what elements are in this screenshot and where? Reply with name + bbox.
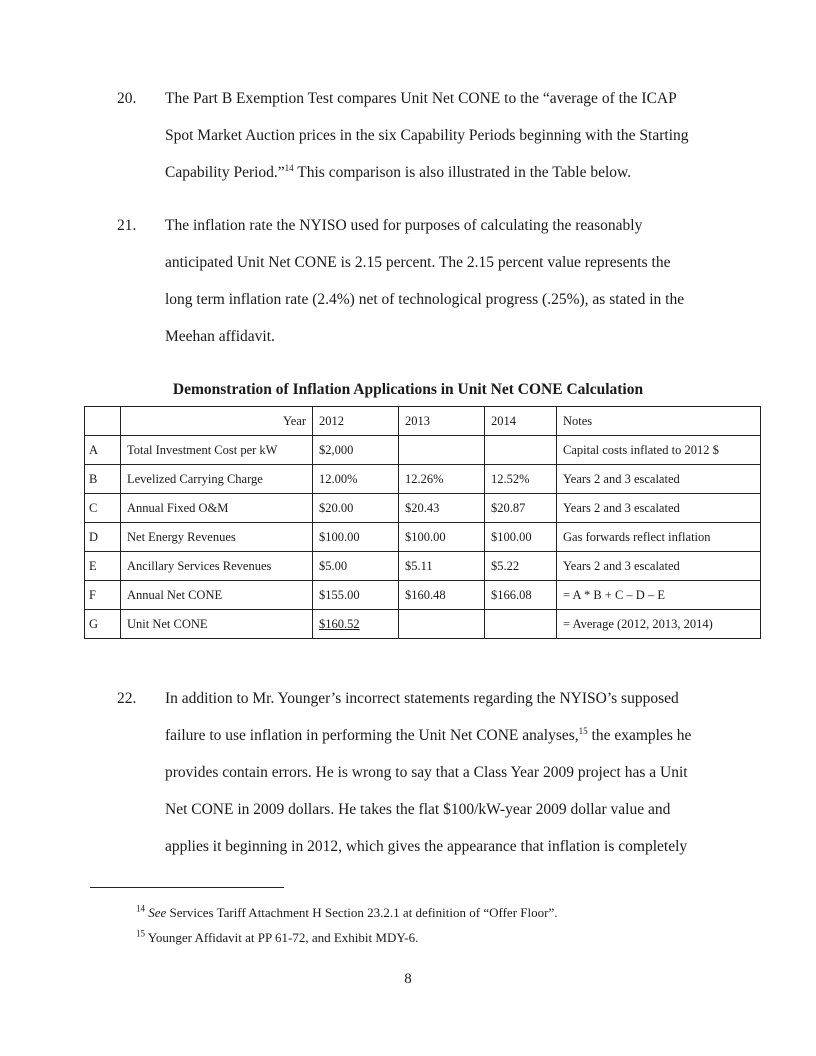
- paragraph-line: long term inflation rate (2.4%) net of technological progress (.25%), as stated in the: [165, 291, 685, 308]
- paragraph-line: Capability Period.”$^{14}$ This comparison is also illustrated in the Table below.: [165, 162, 632, 181]
- paragraph-line: failure to use inflation in performing the Unit Net CONE analyses,$^{15}$ the examples he: [165, 725, 692, 744]
- paragraph-number: 21.: [117, 217, 137, 234]
- paragraph-number: 20.: [117, 90, 137, 107]
- paragraph-line: applies it beginning in 2012, which gives the appearance that inflation is completely: [165, 838, 688, 855]
- value-2014-cell: $20.87: [485, 494, 557, 523]
- table-caption: Demonstration of Inflation Applications in Unit Net CONE Calculation: [172, 381, 644, 398]
- table-row: [85, 436, 761, 465]
- paragraph-line: Net CONE in 2009 dollars. He takes the flat $100/kW-year 2009 dollar value and: [165, 801, 671, 818]
- row-label-cell: Unit Net CONE: [121, 610, 313, 639]
- notes-cell: Gas forwards reflect inflation: [557, 523, 761, 552]
- footnote-ref-14[interactable]: 14: [284, 162, 294, 173]
- paragraph-line: anticipated Unit Net CONE is 2.15 percent. The 2.15 percent value represents the: [165, 254, 671, 271]
- notes-cell: Capital costs inflated to 2012 $: [557, 436, 761, 465]
- notes-cell: Years 2 and 3 escalated: [557, 494, 761, 523]
- row-letter-cell: A: [85, 436, 121, 465]
- footnote-14: $^{14}$ See Services Tariff Attachment H Section 23.2.1 at definition of “Offer Floor”.: [136, 903, 558, 920]
- value-2012-cell: $5.00: [313, 552, 399, 581]
- year-2014-header: 2014: [485, 407, 557, 436]
- paragraph-line: Meehan affidavit.: [165, 328, 275, 345]
- row-label-cell: Total Investment Cost per kW: [121, 436, 313, 465]
- paragraph-line: The Part B Exemption Test compares Unit Net CONE to the “average of the ICAP: [165, 90, 677, 107]
- table-row: [85, 610, 761, 639]
- paragraph-line: Spot Market Auction prices in the six Capability Periods beginning with the Starting: [165, 127, 689, 144]
- value-2013-cell: $20.43: [399, 494, 485, 523]
- value-2012-cell: $20.00: [313, 494, 399, 523]
- value-2013-cell: $160.48: [399, 581, 485, 610]
- row-label-cell: Annual Net CONE: [121, 581, 313, 610]
- value-2012-cell: 12.00%: [313, 465, 399, 494]
- notes-cell: Years 2 and 3 escalated: [557, 465, 761, 494]
- row-label-cell: Ancillary Services Revenues: [121, 552, 313, 581]
- value-2013-cell: [399, 436, 485, 465]
- table-row: [85, 523, 761, 552]
- value-2013-cell: [399, 610, 485, 639]
- value-2013-cell: $5.11: [399, 552, 485, 581]
- row-letter-cell: C: [85, 494, 121, 523]
- value-2013-cell: 12.26%: [399, 465, 485, 494]
- table-row: [85, 581, 761, 610]
- notes-cell: = A * B + C – D – E: [557, 581, 761, 610]
- year-2013-header: 2013: [399, 407, 485, 436]
- paragraph-21: [117, 217, 737, 347]
- value-2014-cell: 12.52%: [485, 465, 557, 494]
- value-2014-cell: [485, 610, 557, 639]
- underlined-value: $160.52: [319, 616, 360, 631]
- year-2012-header: 2012: [313, 407, 399, 436]
- header-corner-cell: [85, 407, 121, 436]
- paragraph-22: [117, 690, 737, 860]
- value-2014-cell: $5.22: [485, 552, 557, 581]
- paragraph-line: The inflation rate the NYISO used for purposes of calculating the reasonably: [165, 217, 643, 234]
- year-header: Year: [121, 407, 313, 436]
- value-2012-cell: $155.00: [313, 581, 399, 610]
- inflation-table: [84, 406, 761, 639]
- row-label-cell: Levelized Carrying Charge: [121, 465, 313, 494]
- notes-header: Notes: [557, 407, 761, 436]
- table-row: [85, 552, 761, 581]
- paragraph-line: In addition to Mr. Younger’s incorrect statements regarding the NYISO’s supposed: [165, 690, 679, 707]
- paragraph-number: 22.: [117, 690, 137, 707]
- footnote-divider: [90, 887, 284, 888]
- value-2014-cell: $100.00: [485, 523, 557, 552]
- value-2013-cell: $100.00: [399, 523, 485, 552]
- table-header-row: [85, 407, 761, 436]
- row-letter-cell: B: [85, 465, 121, 494]
- notes-cell: = Average (2012, 2013, 2014): [557, 610, 761, 639]
- notes-cell: Years 2 and 3 escalated: [557, 552, 761, 581]
- footnote-15: $^{15}$ Younger Affidavit at PP 61-72, and Exhibit MDY-6.: [136, 928, 419, 945]
- row-letter-cell: E: [85, 552, 121, 581]
- table-row: [85, 465, 761, 494]
- value-2012-cell: $100.00: [313, 523, 399, 552]
- value-2012-cell: [313, 610, 399, 639]
- row-letter-cell: G: [85, 610, 121, 639]
- row-label-cell: Annual Fixed O&M: [121, 494, 313, 523]
- row-label-cell: Net Energy Revenues: [121, 523, 313, 552]
- row-letter-cell: F: [85, 581, 121, 610]
- footnote-ref-15[interactable]: 15: [578, 725, 588, 736]
- paragraph-line: provides contain errors. He is wrong to say that a Class Year 2009 project has a Unit: [165, 764, 688, 781]
- inflation-table-body: [85, 407, 761, 639]
- page-number: 8: [404, 971, 412, 987]
- value-2014-cell: [485, 436, 557, 465]
- table-row: [85, 494, 761, 523]
- paragraph-20: [117, 90, 737, 190]
- value-2012-cell: $2,000: [313, 436, 399, 465]
- row-letter-cell: D: [85, 523, 121, 552]
- value-2014-cell: $166.08: [485, 581, 557, 610]
